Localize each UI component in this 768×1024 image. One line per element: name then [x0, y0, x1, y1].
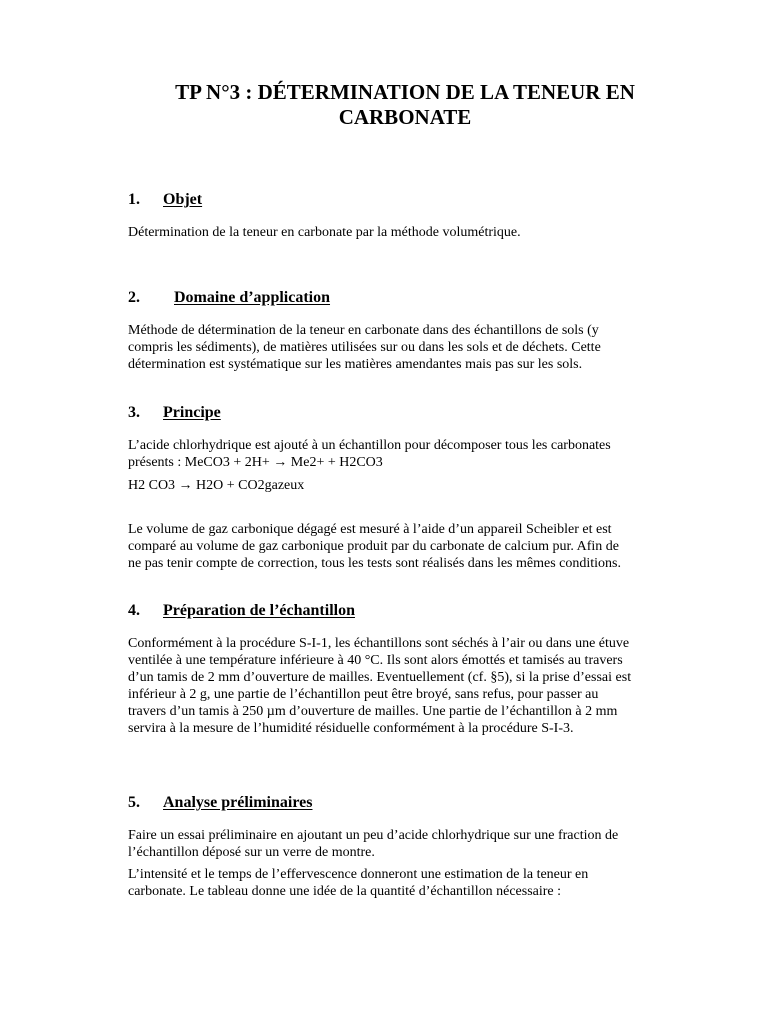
- section-heading-objet: [128, 190, 203, 210]
- section-heading-domaine: [128, 288, 331, 308]
- section-title: Analyse préliminaires: [163, 794, 313, 811]
- text-line: L’intensité et le temps de l’effervescence donneront une estimation de la teneur en: [128, 867, 589, 882]
- text-line: Faire un essai préliminaire en ajoutant un peu d’acide chlorhydrique sur une fraction de: [128, 828, 619, 843]
- text-line: servira à la mesure de l’humidité résiduelle conformément à la procédure S-I-3.: [128, 721, 574, 736]
- text-line: carbonate. Le tableau donne une idée de la quantité d’échantillon nécessaire :: [128, 884, 562, 899]
- title-line-2: CARBONATE: [338, 105, 472, 129]
- section-number: 1.: [128, 191, 140, 208]
- text-line: comparé au volume de gaz carbonique produit par du carbonate de calcium pur. Afin de: [128, 539, 619, 554]
- text-line: Détermination de la teneur en carbonate par la méthode volumétrique.: [128, 225, 521, 240]
- text-line: Le volume de gaz carbonique dégagé est mesuré à l’aide d’un appareil Scheibler et est: [128, 522, 612, 537]
- paragraph: [128, 437, 688, 471]
- text-line: d’un tamis de 2 mm d’ouverture de mailles. Eventuellement (cf. §5), si la prise d’essai est: [128, 670, 632, 685]
- text-line: travers d’un tamis à 250 µm d’ouverture de mailles. Une partie de l’échantillon à 2 mm: [128, 704, 618, 719]
- section-title: Domaine d’application: [174, 289, 331, 306]
- section-heading-principe: [128, 403, 221, 423]
- text-line: l’échantillon déposé sur un verre de montre.: [128, 845, 375, 860]
- text-line: ventilée à une température inférieure à 40 °C. Ils sont alors émottés et tamisés au travers: [128, 653, 623, 668]
- reaction-equation: présents : MeCO3 + 2H+ → Me2+ + H2CO3: [128, 455, 383, 470]
- section-number: 5.: [128, 794, 140, 811]
- section-title: Objet: [163, 191, 203, 208]
- paragraph: [128, 521, 688, 572]
- text-line: L’acide chlorhydrique est ajouté à un échantillon pour décomposer tous les carbonates: [128, 438, 611, 453]
- text-line: détermination est systématique sur les matières amendantes mais pas sur les sols.: [128, 357, 583, 372]
- section-heading-analyse: [128, 793, 313, 813]
- paragraph: [128, 322, 688, 373]
- section-heading-preparation: [128, 601, 355, 621]
- text-line: Conformément à la procédure S-I-1, les échantillons sont séchés à l’air ou dans une étuve: [128, 636, 630, 651]
- text-line: compris les sédiments), de matières utilisées sur ou dans les sols et de déchets. Cette: [128, 340, 601, 355]
- section-number: 4.: [128, 602, 140, 619]
- reaction-equation-2: [128, 477, 688, 494]
- page-title: [100, 80, 710, 130]
- text-line: H2 CO3 → H2O + CO2gazeux: [128, 478, 305, 493]
- text-line: ne pas tenir compte de correction, tous les tests sont réalisés dans les mêmes conditions.: [128, 556, 621, 571]
- text-line: Méthode de détermination de la teneur en carbonate dans des échantillons de sols (y: [128, 323, 599, 338]
- section-number: 2.: [128, 289, 140, 306]
- paragraph: [128, 827, 688, 861]
- section-title: Préparation de l’échantillon: [163, 602, 355, 619]
- paragraph: [128, 866, 688, 900]
- section-title: Principe: [163, 404, 221, 421]
- paragraph: [128, 224, 688, 241]
- section-number: 3.: [128, 404, 140, 421]
- paragraph: [128, 635, 688, 737]
- title-line-1: TP N°3 : DÉTERMINATION DE LA TENEUR EN: [175, 80, 635, 104]
- text-line: inférieur à 2 g, une partie de l’échantillon peut être broyé, sans refus, pour passer au: [128, 687, 599, 702]
